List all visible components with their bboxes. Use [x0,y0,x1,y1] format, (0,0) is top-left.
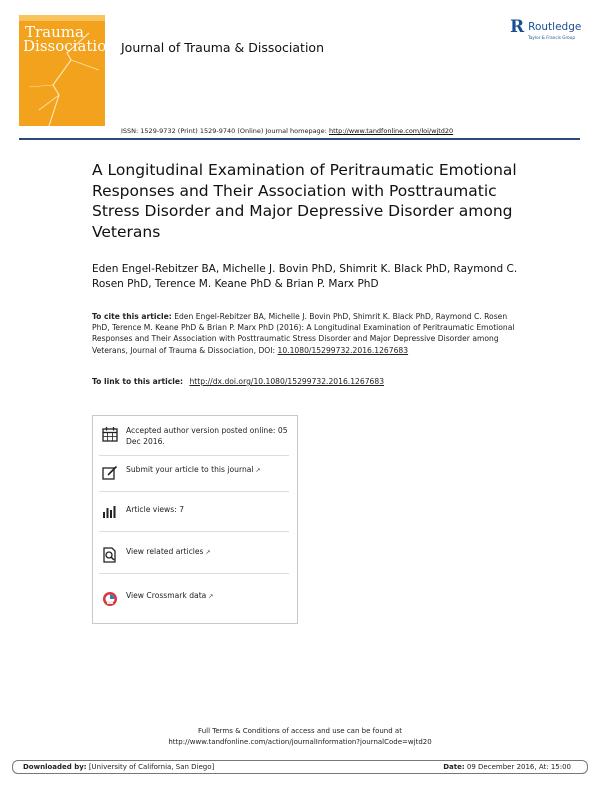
download-date [443,761,571,773]
cite-text: Eden Engel-Rebitzer BA, Michelle J. Bovin PhD, Shimrit K. Black PhD, Raymond C. Rosen PhD, Terence M. Keane PhD & Brian P. Marx PhD (2016): A Longitudinal Examination of Peritraumatic Emotional Responses and Their Association with Posttraumatic Stress Disorder and Major Depressive Disorder among Veterans, Journal of Trauma & Dissociation, DOI: [92,312,515,355]
doi-link[interactable]: 10.1080/15299732.2016.1267683 [277,345,409,355]
download-info-bar [12,760,588,774]
calendar-icon [102,426,118,442]
related-articles-item[interactable] [102,547,292,563]
article-url-link[interactable]: http://dx.doi.org/10.1080/15299732.2016.1267683 [189,377,385,386]
terms-url-link[interactable]: http://www.tandfonline.com/action/journalInformation?journalCode=wjtd20 [168,738,432,746]
link-label: To link to this article: [92,377,184,386]
crossmark-item[interactable] [102,591,292,607]
downloaded-value: [University of California, San Diego] [88,763,215,771]
cover-title-trauma: Trauma [25,23,84,41]
journal-homepage-link[interactable]: http://www.tandfonline.com/loi/wjtd20 [328,127,454,135]
panel-divider [99,531,289,532]
journal-cover-image [19,15,116,126]
crossmark-icon [102,591,118,607]
external-link-icon: ↗ [255,467,261,474]
external-link-icon: ↗ [208,593,214,600]
article-title: A Longitudinal Examination of Peritraumatic Emotional Responses and Their Association with Posttraumatic Stress Disorder and Major Depressive Disorder among Veterans [92,161,517,241]
edit-pencil-icon [102,465,118,481]
issn-text: ISSN: 1529-9732 (Print) 1529-9740 (Online) Journal homepage: [121,127,327,135]
bar-chart-icon [102,505,118,519]
downloaded-label: Downloaded by: [23,763,87,771]
cover-title-dissociation: Dissociation [23,37,116,55]
issn-line [121,127,453,135]
external-link-icon: ↗ [205,549,211,556]
related-text[interactable]: View related articles [126,547,204,556]
date-label: Date: [443,763,465,771]
downloaded-by [23,761,214,773]
crossmark-text[interactable]: View Crossmark data [126,591,207,600]
terms-notice [0,726,600,748]
panel-divider [99,491,289,492]
routledge-r-icon: R [510,17,525,37]
publisher-logo [510,17,590,40]
terms-line-1: Full Terms & Conditions of access and use can be found at [198,727,402,735]
panel-divider [99,455,289,456]
citation-block [92,311,522,356]
journal-name[interactable]: Journal of Trauma & Dissociation [121,40,324,55]
submit-article-item[interactable] [102,465,292,481]
panel-divider [99,573,289,574]
article-link-line [92,377,384,386]
publisher-name: Routledge [528,21,582,33]
submit-text[interactable]: Submit your article to this journal [126,465,254,474]
date-value: 09 December 2016, At: 15:00 [466,763,571,771]
accepted-item [102,426,292,447]
publisher-subtitle: Taylor & Francis Group [528,35,576,40]
header-divider [19,138,580,140]
magnifier-document-icon [102,547,118,563]
views-text: Article views: 7 [126,505,185,514]
cite-label: To cite this article: [92,312,172,321]
accepted-text: Accepted author version posted online: 05 Dec 2016. [126,426,288,446]
article-info-panel [92,415,298,624]
article-authors: Eden Engel-Rebitzer BA, Michelle J. Bovin PhD, Shimrit K. Black PhD, Raymond C. Rosen PhD, Terence M. Keane PhD & Brian P. Marx PhD [92,263,518,290]
article-views-item [102,505,292,519]
